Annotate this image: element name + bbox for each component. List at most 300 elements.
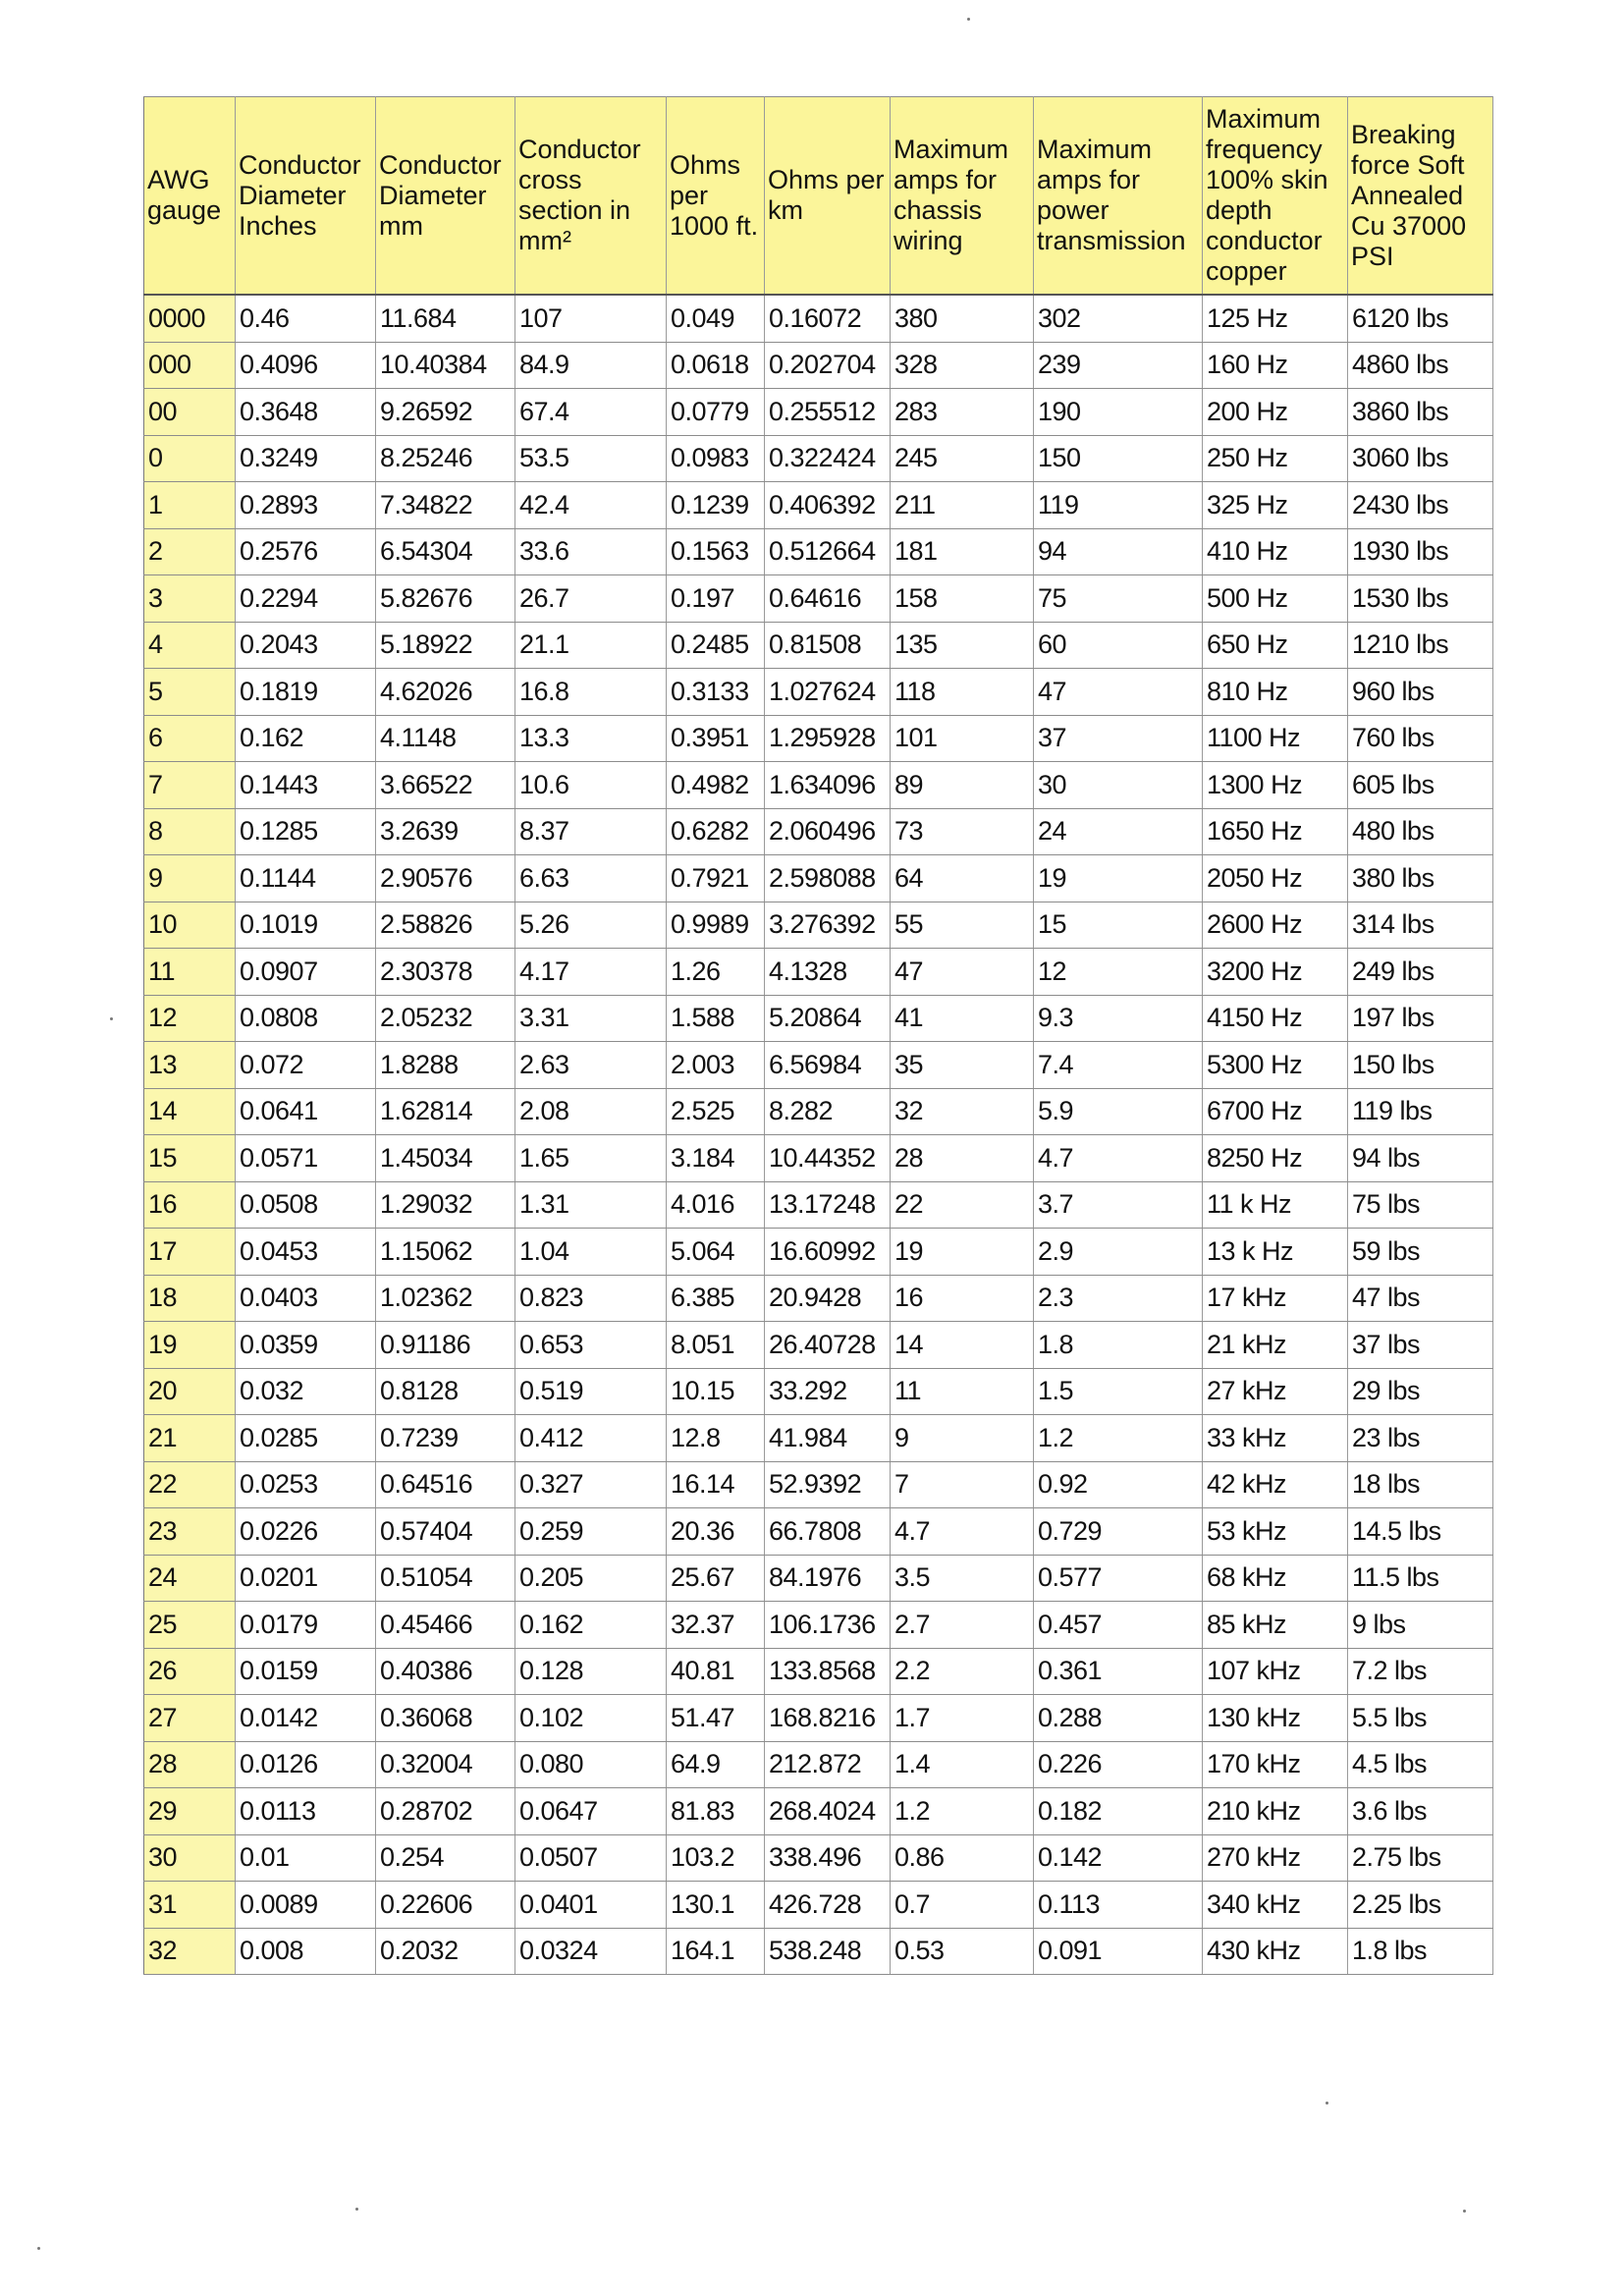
table-cell: 0.128 [515,1648,667,1695]
table-cell: 430 kHz [1203,1928,1348,1975]
table-cell: 47 [891,949,1034,996]
table-cell: 32.37 [667,1602,765,1649]
table-cell: 30 [1034,762,1203,809]
table-cell: 59 lbs [1348,1229,1493,1276]
table-cell: 0.0571 [236,1135,376,1182]
table-cell: 0.091 [1034,1928,1203,1975]
table-cell: 4.1148 [376,715,515,762]
table-cell: 6.63 [515,855,667,902]
table-cell: 0.205 [515,1555,667,1602]
table-cell: 14 [891,1322,1034,1369]
table-cell: 84.1976 [765,1555,891,1602]
table-cell: 0.080 [515,1741,667,1788]
table-cell: 0.412 [515,1415,667,1462]
table-cell: 0.0324 [515,1928,667,1975]
table-row [144,1088,1493,1135]
table-cell: 1.45034 [376,1135,515,1182]
awg-gauge-cell: 4 [144,622,236,669]
awg-gauge-cell: 6 [144,715,236,762]
table-row [144,1368,1493,1415]
table-cell: 0.1563 [667,528,765,575]
table-cell: 3.276392 [765,902,891,949]
table-body [144,295,1493,1975]
table-cell: 0.40386 [376,1648,515,1695]
table-cell: 0.259 [515,1508,667,1556]
table-cell: 3.2639 [376,808,515,855]
awg-gauge-cell: 5 [144,669,236,716]
table-cell: 283 [891,389,1034,436]
table-cell: 410 Hz [1203,528,1348,575]
table-cell: 0.0401 [515,1882,667,1929]
table-cell: 538.248 [765,1928,891,1975]
table-cell: 11.684 [376,295,515,342]
awg-gauge-cell: 7 [144,762,236,809]
table-cell: 9 lbs [1348,1602,1493,1649]
awg-gauge-cell: 11 [144,949,236,996]
table-cell: 245 [891,435,1034,482]
table-cell: 0.577 [1034,1555,1203,1602]
table-cell: 0.406392 [765,482,891,529]
table-row [144,295,1493,342]
table-cell: 0.2043 [236,622,376,669]
table-cell: 0.32004 [376,1741,515,1788]
table-cell: 5.9 [1034,1088,1203,1135]
table-cell: 28 [891,1135,1034,1182]
table-cell: 8.051 [667,1322,765,1369]
table-row [144,1648,1493,1695]
table-cell: 8.37 [515,808,667,855]
awg-gauge-cell: 14 [144,1088,236,1135]
table-cell: 0.0201 [236,1555,376,1602]
table-cell: 380 [891,295,1034,342]
table-cell: 18 lbs [1348,1461,1493,1508]
table-cell: 0.28702 [376,1788,515,1835]
table-cell: 118 [891,669,1034,716]
table-cell: 6.385 [667,1275,765,1322]
awg-gauge-cell: 9 [144,855,236,902]
table-cell: 0.072 [236,1042,376,1089]
table-cell: 6.54304 [376,528,515,575]
table-cell: 4.62026 [376,669,515,716]
table-cell: 0.86 [891,1834,1034,1882]
table-cell: 9 [891,1415,1034,1462]
table-cell: 2.7 [891,1602,1034,1649]
table-row [144,622,1493,669]
awg-gauge-cell: 27 [144,1695,236,1742]
table-cell: 1.04 [515,1229,667,1276]
awg-gauge-cell: 25 [144,1602,236,1649]
table-cell: 0.2032 [376,1928,515,1975]
awg-gauge-cell: 22 [144,1461,236,1508]
table-cell: 19 [1034,855,1203,902]
table-row [144,1181,1493,1229]
table-cell: 0.2576 [236,528,376,575]
table-cell: 12.8 [667,1415,765,1462]
table-cell: 10.44352 [765,1135,891,1182]
table-cell: 0.3951 [667,715,765,762]
scan-speck [37,2247,40,2250]
table-cell: 20.36 [667,1508,765,1556]
table-cell: 0.7921 [667,855,765,902]
table-cell: 64.9 [667,1741,765,1788]
table-cell: 0.0907 [236,949,376,996]
table-cell: 1.02362 [376,1275,515,1322]
table-cell: 1.027624 [765,669,891,716]
table-cell: 0.823 [515,1275,667,1322]
table-cell: 0.255512 [765,389,891,436]
table-cell: 10.15 [667,1368,765,1415]
table-cell: 0.142 [1034,1834,1203,1882]
table-row [144,1229,1493,1276]
table-cell: 5.26 [515,902,667,949]
table-cell: 0.0808 [236,995,376,1042]
table-cell: 107 [515,295,667,342]
table-cell: 4.016 [667,1181,765,1229]
table-cell: 1.26 [667,949,765,996]
table-cell: 66.7808 [765,1508,891,1556]
table-cell: 211 [891,482,1034,529]
table-row [144,808,1493,855]
awg-gauge-cell: 24 [144,1555,236,1602]
table-cell: 85 kHz [1203,1602,1348,1649]
table-row [144,715,1493,762]
table-cell: 0.01 [236,1834,376,1882]
table-row [144,1415,1493,1462]
table-cell: 68 kHz [1203,1555,1348,1602]
table-cell: 249 lbs [1348,949,1493,996]
table-row [144,1508,1493,1556]
table-cell: 135 [891,622,1034,669]
table-cell: 3.31 [515,995,667,1042]
table-cell: 89 [891,762,1034,809]
table-cell: 3.5 [891,1555,1034,1602]
awg-gauge-cell: 17 [144,1229,236,1276]
table-cell: 0.3133 [667,669,765,716]
table-row [144,902,1493,949]
table-cell: 0.1819 [236,669,376,716]
column-header: AWG gauge [144,97,236,296]
table-cell: 16.60992 [765,1229,891,1276]
awg-gauge-cell: 19 [144,1322,236,1369]
table-cell: 1.2 [891,1788,1034,1835]
table-cell: 2430 lbs [1348,482,1493,529]
table-cell: 0.0126 [236,1741,376,1788]
table-cell: 0.16072 [765,295,891,342]
table-cell: 0.45466 [376,1602,515,1649]
table-cell: 32 [891,1088,1034,1135]
table-cell: 51.47 [667,1695,765,1742]
awg-gauge-cell: 31 [144,1882,236,1929]
table-cell: 3060 lbs [1348,435,1493,482]
column-header: Maximum amps for chassis wiring [891,97,1034,296]
table-row [144,1788,1493,1835]
table-cell: 1.62814 [376,1088,515,1135]
table-cell: 340 kHz [1203,1882,1348,1929]
table-cell: 11 [891,1368,1034,1415]
table-cell: 1210 lbs [1348,622,1493,669]
table-cell: 0.162 [515,1602,667,1649]
table-cell: 84.9 [515,342,667,389]
table-cell: 0.0159 [236,1648,376,1695]
table-cell: 24 [1034,808,1203,855]
table-cell: 17 kHz [1203,1275,1348,1322]
table-cell: 4150 Hz [1203,995,1348,1042]
table-cell: 4.1328 [765,949,891,996]
table-row [144,669,1493,716]
table-cell: 328 [891,342,1034,389]
table-row [144,342,1493,389]
table-cell: 0.2294 [236,575,376,623]
table-cell: 1530 lbs [1348,575,1493,623]
table-cell: 0.254 [376,1834,515,1882]
awg-gauge-cell: 8 [144,808,236,855]
table-cell: 47 [1034,669,1203,716]
table-cell: 3200 Hz [1203,949,1348,996]
table-cell: 33 kHz [1203,1415,1348,1462]
table-cell: 81.83 [667,1788,765,1835]
table-cell: 0.1443 [236,762,376,809]
table-cell: 12 [1034,949,1203,996]
column-header: Maximum amps for power transmission [1034,97,1203,296]
table-cell: 4.7 [1034,1135,1203,1182]
scan-speck [1463,2210,1466,2213]
table-row [144,435,1493,482]
table-cell: 3.66522 [376,762,515,809]
table-cell: 13 k Hz [1203,1229,1348,1276]
table-cell: 314 lbs [1348,902,1493,949]
table-cell: 0.4982 [667,762,765,809]
table-cell: 0.0285 [236,1415,376,1462]
table-cell: 75 [1034,575,1203,623]
table-cell: 42 kHz [1203,1461,1348,1508]
column-header: Ohms per km [765,97,891,296]
awg-gauge-cell: 29 [144,1788,236,1835]
table-cell: 0.049 [667,295,765,342]
table-cell: 0.729 [1034,1508,1203,1556]
table-cell: 5.20864 [765,995,891,1042]
table-cell: 13.3 [515,715,667,762]
awg-gauge-cell: 0 [144,435,236,482]
table-cell: 0.3249 [236,435,376,482]
table-cell: 60 [1034,622,1203,669]
table-cell: 15 [1034,902,1203,949]
awg-gauge-cell: 16 [144,1181,236,1229]
table-cell: 0.0641 [236,1088,376,1135]
table-cell: 9.3 [1034,995,1203,1042]
table-cell: 14.5 lbs [1348,1508,1493,1556]
table-cell: 0.36068 [376,1695,515,1742]
table-row [144,1928,1493,1975]
table-cell: 150 [1034,435,1203,482]
table-cell: 41.984 [765,1415,891,1462]
table-cell: 5.5 lbs [1348,1695,1493,1742]
awg-gauge-cell: 30 [144,1834,236,1882]
table-cell: 8.25246 [376,435,515,482]
table-cell: 0.519 [515,1368,667,1415]
table-cell: 250 Hz [1203,435,1348,482]
table-cell: 0.226 [1034,1741,1203,1788]
table-cell: 2050 Hz [1203,855,1348,902]
table-cell: 6120 lbs [1348,295,1493,342]
table-cell: 1.634096 [765,762,891,809]
table-cell: 1.8288 [376,1042,515,1089]
table-cell: 40.81 [667,1648,765,1695]
table-cell: 810 Hz [1203,669,1348,716]
header-row [144,97,1493,296]
table-row [144,1882,1493,1929]
table-cell: 94 [1034,528,1203,575]
table-cell: 55 [891,902,1034,949]
awg-gauge-cell: 3 [144,575,236,623]
awg-gauge-cell: 00 [144,389,236,436]
table-cell: 41 [891,995,1034,1042]
table-cell: 33.292 [765,1368,891,1415]
table-cell: 1.4 [891,1741,1034,1788]
awg-gauge-cell: 13 [144,1042,236,1089]
table-cell: 4.5 lbs [1348,1741,1493,1788]
table-cell: 7 [891,1461,1034,1508]
table-cell: 0.1019 [236,902,376,949]
table-cell: 960 lbs [1348,669,1493,716]
awg-gauge-cell: 20 [144,1368,236,1415]
table-cell: 197 lbs [1348,995,1493,1042]
table-cell: 0.22606 [376,1882,515,1929]
table-cell: 0.1144 [236,855,376,902]
table-cell: 0.102 [515,1695,667,1742]
table-cell: 268.4024 [765,1788,891,1835]
awg-wire-gauge-table [143,96,1493,1975]
table-cell: 0.197 [667,575,765,623]
awg-gauge-cell: 000 [144,342,236,389]
table-cell: 0.512664 [765,528,891,575]
table-row [144,528,1493,575]
table-cell: 2.598088 [765,855,891,902]
awg-gauge-cell: 28 [144,1741,236,1788]
table-cell: 0.162 [236,715,376,762]
table-cell: 0.0403 [236,1275,376,1322]
table-cell: 8250 Hz [1203,1135,1348,1182]
table-cell: 2.3 [1034,1275,1203,1322]
table-cell: 0.288 [1034,1695,1203,1742]
table-cell: 6700 Hz [1203,1088,1348,1135]
table-cell: 190 [1034,389,1203,436]
table-cell: 1650 Hz [1203,808,1348,855]
scan-speck [1326,2102,1328,2105]
table-cell: 2.08 [515,1088,667,1135]
table-cell: 103.2 [667,1834,765,1882]
awg-gauge-cell: 1 [144,482,236,529]
table-cell: 1.15062 [376,1229,515,1276]
table-row [144,482,1493,529]
table-row [144,1555,1493,1602]
table-cell: 3860 lbs [1348,389,1493,436]
table-cell: 2.75 lbs [1348,1834,1493,1882]
table-cell: 9.26592 [376,389,515,436]
table-cell: 0.4096 [236,342,376,389]
table-cell: 1.8 [1034,1322,1203,1369]
table-cell: 302 [1034,295,1203,342]
table-cell: 200 Hz [1203,389,1348,436]
table-row [144,995,1493,1042]
table-cell: 1.8 lbs [1348,1928,1493,1975]
table-cell: 6.56984 [765,1042,891,1089]
table-cell: 3.6 lbs [1348,1788,1493,1835]
table-cell: 0.46 [236,295,376,342]
table-cell: 0.0226 [236,1508,376,1556]
table-cell: 0.3648 [236,389,376,436]
table-cell: 25.67 [667,1555,765,1602]
table-row [144,1042,1493,1089]
table-cell: 1.588 [667,995,765,1042]
table-cell: 0.322424 [765,435,891,482]
table-cell: 75 lbs [1348,1181,1493,1229]
column-header: Breaking force Soft Annealed Cu 37000 PSI [1348,97,1493,296]
table-cell: 52.9392 [765,1461,891,1508]
scan-speck [110,1017,113,1020]
table-cell: 0.0507 [515,1834,667,1882]
table-cell: 2.30378 [376,949,515,996]
table-row [144,1602,1493,1649]
table-cell: 119 lbs [1348,1088,1493,1135]
table-cell: 2.63 [515,1042,667,1089]
table-cell: 0.51054 [376,1555,515,1602]
table-cell: 760 lbs [1348,715,1493,762]
table-cell: 16.8 [515,669,667,716]
awg-gauge-cell: 23 [144,1508,236,1556]
column-header: Maximum frequency 100% skin depth conductor copper [1203,97,1348,296]
table-cell: 73 [891,808,1034,855]
table-cell: 13.17248 [765,1181,891,1229]
column-header: Conductor Diameter Inches [236,97,376,296]
table-cell: 325 Hz [1203,482,1348,529]
table-cell: 212.872 [765,1741,891,1788]
table-cell: 2.060496 [765,808,891,855]
table-cell: 0.0453 [236,1229,376,1276]
awg-gauge-cell: 21 [144,1415,236,1462]
table-cell: 11.5 lbs [1348,1555,1493,1602]
table-cell: 0.202704 [765,342,891,389]
table-cell: 106.1736 [765,1602,891,1649]
table-cell: 2.90576 [376,855,515,902]
table-cell: 650 Hz [1203,622,1348,669]
table-cell: 210 kHz [1203,1788,1348,1835]
table-cell: 11 k Hz [1203,1181,1348,1229]
table-cell: 37 lbs [1348,1322,1493,1369]
table-cell: 0.64616 [765,575,891,623]
table-row [144,1695,1493,1742]
table-cell: 2.2 [891,1648,1034,1695]
table-cell: 125 Hz [1203,295,1348,342]
table-cell: 0.457 [1034,1602,1203,1649]
table-cell: 500 Hz [1203,575,1348,623]
table-cell: 0.8128 [376,1368,515,1415]
table-cell: 8.282 [765,1088,891,1135]
scan-speck [967,18,970,21]
table-cell: 37 [1034,715,1203,762]
table-cell: 2.05232 [376,995,515,1042]
table-cell: 0.113 [1034,1882,1203,1929]
table-cell: 0.7 [891,1882,1034,1929]
awg-gauge-cell: 12 [144,995,236,1042]
table-cell: 0.1239 [667,482,765,529]
table-row [144,1275,1493,1322]
table-cell: 0.53 [891,1928,1034,1975]
table-cell: 23 lbs [1348,1415,1493,1462]
table-cell: 5.064 [667,1229,765,1276]
table-cell: 29 lbs [1348,1368,1493,1415]
table-cell: 26.40728 [765,1322,891,1369]
table-cell: 0.2485 [667,622,765,669]
